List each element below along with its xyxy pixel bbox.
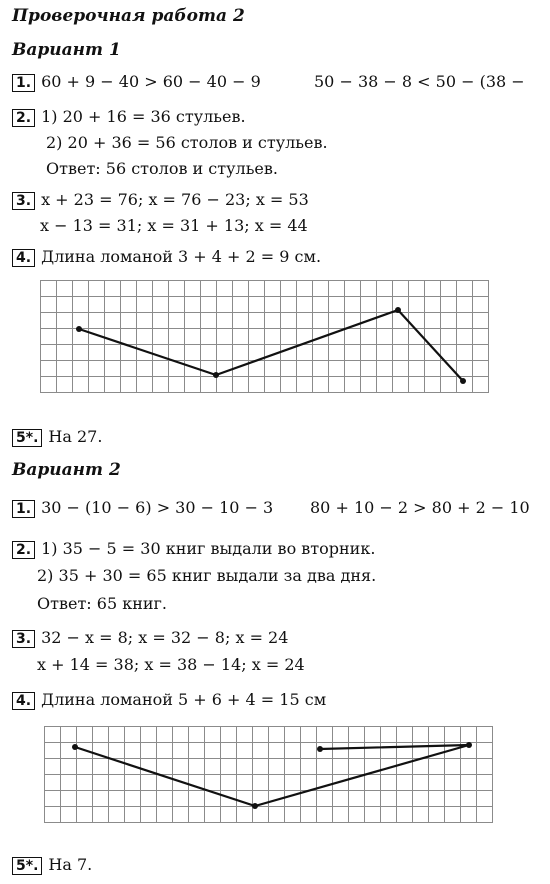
- v1-task5-text: На 27.: [48, 427, 103, 446]
- v2-task2-line1: 1) 35 − 5 = 30 книг выдали во вторник.: [41, 539, 376, 558]
- v1-task3-line2: x − 13 = 31; x = 31 + 13; x = 44: [40, 216, 308, 235]
- v1-task2-line3: Ответ: 56 столов и стульев.: [46, 159, 278, 178]
- v1-task2-number: 2.: [12, 109, 35, 127]
- variant-1-heading: Вариант 1: [12, 40, 121, 60]
- v2-task2-number: 2.: [12, 541, 35, 559]
- v1-task5-number: 5*.: [12, 429, 42, 447]
- v2-task5-number: 5*.: [12, 857, 42, 875]
- v1-task3-number: 3.: [12, 192, 35, 210]
- v1-task4-text: Длина ломаной 3 + 4 + 2 = 9 см.: [41, 247, 322, 266]
- v1-task1-right: 50 − 38 − 8 < 50 − (38 −: [314, 72, 525, 91]
- v2-task1-number: 1.: [12, 500, 35, 518]
- v2-task3-line1: 32 − x = 8; x = 32 − 8; x = 24: [41, 628, 289, 647]
- v1-task1-left: 60 + 9 − 40 > 60 − 40 − 9: [41, 72, 261, 91]
- v1-task2-line2: 2) 20 + 36 = 56 столов и стульев.: [46, 133, 328, 152]
- variant-2-heading: Вариант 2: [12, 460, 121, 480]
- v1-task1-number: 1.: [12, 74, 35, 92]
- page-title: Проверочная работа 2: [12, 6, 245, 26]
- v2-task5-text: На 7.: [48, 855, 93, 874]
- v2-task3-number: 3.: [12, 630, 35, 648]
- v2-task2-line2: 2) 35 + 30 = 65 книг выдали за два дня.: [37, 566, 377, 585]
- v2-task2-line3: Ответ: 65 книг.: [37, 594, 168, 613]
- v2-task1-left: 30 − (10 − 6) > 30 − 10 − 3: [41, 498, 274, 517]
- v1-task2-line1: 1) 20 + 16 = 36 стульев.: [41, 107, 246, 126]
- v1-task4-number: 4.: [12, 249, 35, 267]
- v2-task4-text: Длина ломаной 5 + 6 + 4 = 15 см: [41, 690, 327, 709]
- v2-task3-line2: x + 14 = 38; x = 38 − 14; x = 24: [37, 655, 305, 674]
- v2-task1-right: 80 + 10 − 2 > 80 + 2 − 10: [310, 498, 530, 517]
- v2-task4-number: 4.: [12, 692, 35, 710]
- v1-task3-line1: x + 23 = 76; x = 76 − 23; x = 53: [41, 190, 309, 209]
- v2-task5: [12, 855, 92, 875]
